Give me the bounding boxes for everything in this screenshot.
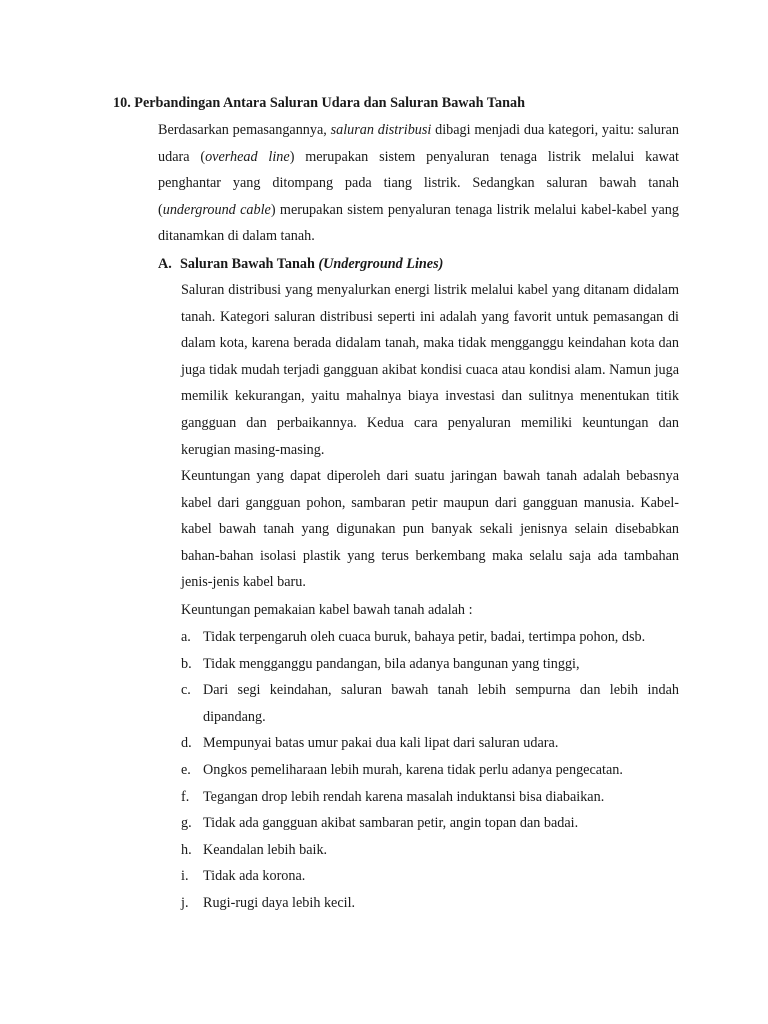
list-item xyxy=(181,730,679,757)
list-item xyxy=(181,677,679,730)
intro-text-2: dibagi menjadi dua kategori, yaitu: saluran udara ( xyxy=(158,122,679,165)
list-item-marker: b. xyxy=(181,655,192,672)
list-item xyxy=(181,837,679,864)
intro-paragraph xyxy=(158,117,679,250)
list-item-text: Mempunyai batas umur pakai dua kali lipat dari saluran udara. xyxy=(203,735,559,752)
intro-text-3: ) merupakan sistem penyaluran tenaga listrik melalui kawat penghantar yang ditompang pada tiang listrik. Sedangkan saluran bawah tanah ( xyxy=(158,148,679,218)
list-item-text: Tidak mengganggu pandangan, bila adanya bangunan yang tinggi, xyxy=(203,655,580,672)
list-item-text: Tidak ada korona. xyxy=(203,868,306,885)
list-item-text: Rugi-rugi daya lebih kecil. xyxy=(203,894,356,911)
paragraph-1: Saluran distribusi yang menyalurkan energi listrik melalui kabel yang ditanam didalam tanah. Kategori saluran distribusi seperti ini adalah yang favorit untuk pemasangan di dalam kota, karena berada didalam tanah, maka tidak mengganggu keindahan kota dan juga tidak mudah terjadi gangguan akibat kondisi cuaca atau kondisi alam. Namun juga memilik kekurangan, yaitu mahalnya biaya investasi dan sulitnya menentukan titik gangguan dan perbaikannya. Kedua cara penyaluran memiliki keuntungan dan kerugian masing-masing. xyxy=(181,282,679,458)
list-item-text: Tegangan drop lebih rendah karena masalah induktansi bisa diabaikan. xyxy=(203,788,605,805)
list-item-marker: h. xyxy=(181,841,192,858)
list-item-text: Keandalan lebih baik. xyxy=(203,841,328,858)
list-item-marker: f. xyxy=(181,788,190,805)
list-item xyxy=(181,810,679,837)
list-item xyxy=(181,890,679,917)
subsection-heading xyxy=(158,255,443,273)
list-item-marker: j. xyxy=(181,894,189,911)
list-item-marker: d. xyxy=(181,735,192,752)
subsection-title-italic: (Underground Lines) xyxy=(318,256,444,272)
intro-text-4: ) merupakan sistem penyaluran tenaga listrik melalui kabel-kabel yang ditanamkan di dalam tanah. xyxy=(158,201,679,245)
intro-italic-3: underground cable xyxy=(162,201,271,218)
list-item xyxy=(181,651,679,678)
list-item-text: Ongkos pemeliharaan lebih murah, karena tidak perlu adanya pengecatan. xyxy=(203,761,623,778)
list-item xyxy=(181,757,679,784)
section-heading: 10. Perbandingan Antara Saluran Udara dan Saluran Bawah Tanah xyxy=(113,95,525,111)
list-item-marker: e. xyxy=(181,761,191,778)
paragraph-2: Keuntungan yang dapat diperoleh dari suatu jaringan bawah tanah adalah bebasnya kabel dari gangguan pohon, sambaran petir maupun dari gangguan manusia. Kabel-kabel bawah tanah yang digunakan pun banyak sekali jenisnya selain disebabkan bahan-bahan isolasi plastik yang terus berkembang maka selalu saja ada tambahan jenis-jenis kabel baru. xyxy=(181,468,679,591)
list-item-text: Dari segi keindahan, saluran bawah tanah lebih sempurna dan lebih indah dipandang. xyxy=(203,682,679,725)
list-item-text: Tidak ada gangguan akibat sambaran petir, angin topan dan badai. xyxy=(203,815,579,832)
intro-italic-2: overhead line xyxy=(205,148,290,165)
list-item xyxy=(181,784,679,811)
intro-text-1: Berdasarkan pemasangannya, xyxy=(158,122,331,138)
list-item-text: Tidak terpengaruh oleh cuaca buruk, bahaya petir, badai, tertimpa pohon, dsb. xyxy=(203,629,646,645)
list-item-marker: c. xyxy=(181,682,191,699)
list-item-marker: g. xyxy=(181,815,192,832)
list-item xyxy=(181,863,679,890)
list-item-marker: a. xyxy=(181,629,191,645)
subsection-title: Saluran Bawah Tanah xyxy=(180,256,319,272)
subsection-letter: A. xyxy=(158,256,172,272)
intro-italic-1: saluran distribusi xyxy=(330,122,432,138)
list-item xyxy=(181,624,679,651)
list-item-marker: i. xyxy=(181,868,189,885)
paragraph-3: Keuntungan pemakaian kabel bawah tanah adalah : xyxy=(181,602,473,618)
advantages-list xyxy=(181,624,679,917)
